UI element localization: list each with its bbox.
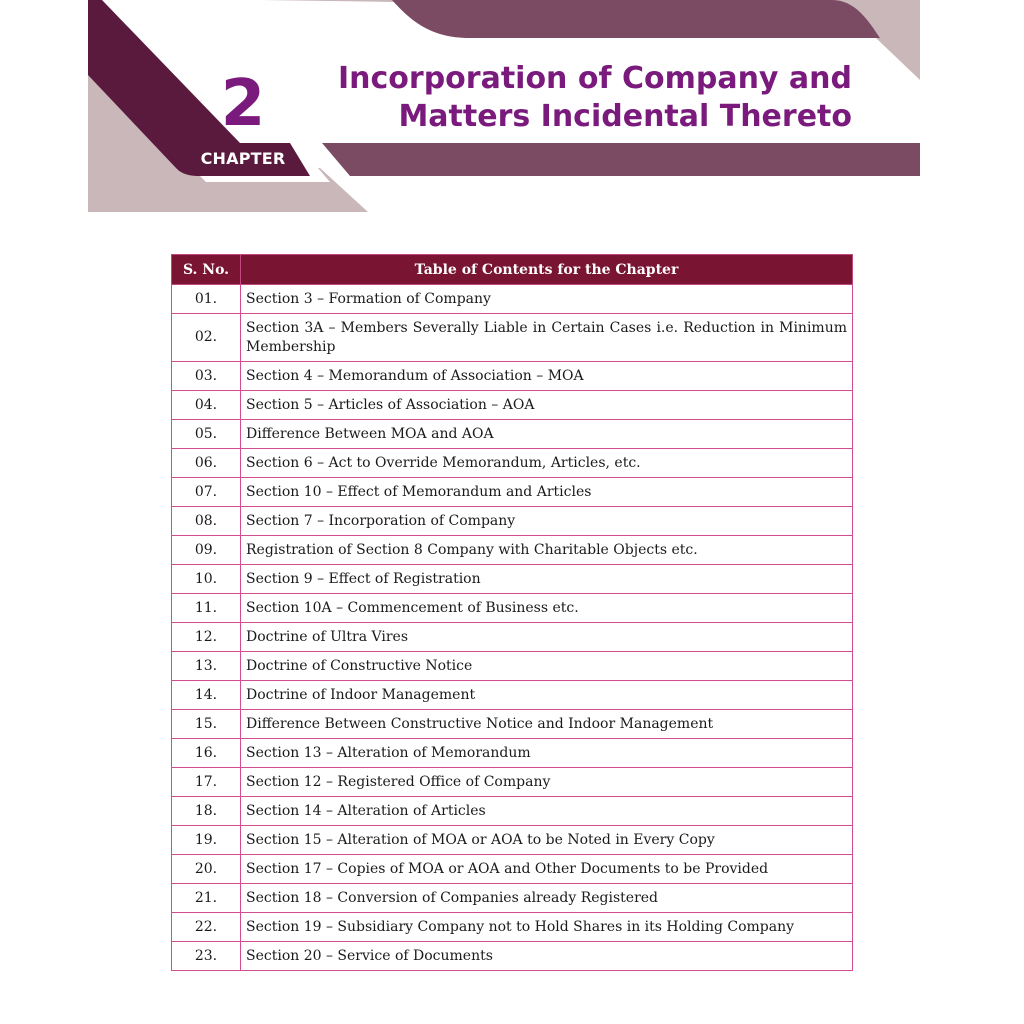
table-row bbox=[172, 536, 853, 565]
row-title: Section 18 – Conversion of Companies already Registered bbox=[241, 884, 853, 913]
table-row bbox=[172, 420, 853, 449]
table-row bbox=[172, 768, 853, 797]
table-row bbox=[172, 565, 853, 594]
row-title: Doctrine of Constructive Notice bbox=[241, 652, 853, 681]
table-row bbox=[172, 623, 853, 652]
header-bottom-band bbox=[322, 143, 920, 176]
header-top-band bbox=[392, 0, 880, 38]
row-sno: 21. bbox=[172, 884, 241, 913]
table-row bbox=[172, 594, 853, 623]
table-row bbox=[172, 942, 853, 971]
table-row bbox=[172, 797, 853, 826]
table-row bbox=[172, 913, 853, 942]
row-title: Section 9 – Effect of Registration bbox=[241, 565, 853, 594]
row-sno: 19. bbox=[172, 826, 241, 855]
row-title: Doctrine of Indoor Management bbox=[241, 681, 853, 710]
table-row bbox=[172, 681, 853, 710]
row-title: Section 19 – Subsidiary Company not to Hold Shares in its Holding Company bbox=[241, 913, 853, 942]
row-title: Doctrine of Ultra Vires bbox=[241, 623, 853, 652]
row-title: Section 4 – Memorandum of Association – MOA bbox=[241, 362, 853, 391]
row-title: Section 14 – Alteration of Articles bbox=[241, 797, 853, 826]
chapter-title bbox=[338, 60, 852, 136]
row-sno: 17. bbox=[172, 768, 241, 797]
row-title: Section 6 – Act to Override Memorandum, Articles, etc. bbox=[241, 449, 853, 478]
row-sno: 10. bbox=[172, 565, 241, 594]
table-row bbox=[172, 507, 853, 536]
row-title: Registration of Section 8 Company with Charitable Objects etc. bbox=[241, 536, 853, 565]
row-sno: 09. bbox=[172, 536, 241, 565]
row-title: Section 15 – Alteration of MOA or AOA to be Noted in Every Copy bbox=[241, 826, 853, 855]
table-row bbox=[172, 652, 853, 681]
row-sno: 14. bbox=[172, 681, 241, 710]
row-title: Section 20 – Service of Documents bbox=[241, 942, 853, 971]
toc-header-row bbox=[172, 255, 853, 285]
row-sno: 03. bbox=[172, 362, 241, 391]
table-row bbox=[172, 710, 853, 739]
row-sno: 06. bbox=[172, 449, 241, 478]
table-row bbox=[172, 478, 853, 507]
chapter-title-line-1: Incorporation of Company and bbox=[337, 61, 852, 96]
table-row bbox=[172, 739, 853, 768]
toc-header-sno: S. No. bbox=[172, 255, 241, 285]
row-sno: 16. bbox=[172, 739, 241, 768]
row-title: Section 13 – Alteration of Memorandum bbox=[241, 739, 853, 768]
row-sno: 08. bbox=[172, 507, 241, 536]
row-sno: 05. bbox=[172, 420, 241, 449]
table-of-contents bbox=[171, 254, 853, 971]
row-title: Section 12 – Registered Office of Company bbox=[241, 768, 853, 797]
chapter-title-line-2: Matters Incidental Thereto bbox=[398, 99, 852, 134]
table-row bbox=[172, 314, 853, 362]
chapter-number: 2 bbox=[220, 67, 266, 141]
row-title: Section 10 – Effect of Memorandum and Articles bbox=[241, 478, 853, 507]
table-row bbox=[172, 449, 853, 478]
row-sno: 02. bbox=[172, 314, 241, 362]
row-sno: 15. bbox=[172, 710, 241, 739]
table-row bbox=[172, 285, 853, 314]
chapter-label: CHAPTER bbox=[200, 149, 286, 168]
row-title: Section 17 – Copies of MOA or AOA and Other Documents to be Provided bbox=[241, 855, 853, 884]
row-sno: 22. bbox=[172, 913, 241, 942]
row-title: Section 5 – Articles of Association – AOA bbox=[241, 391, 853, 420]
row-title: Section 10A – Commencement of Business etc. bbox=[241, 594, 853, 623]
table-row bbox=[172, 826, 853, 855]
table-row bbox=[172, 855, 853, 884]
table-row bbox=[172, 884, 853, 913]
row-title: Difference Between Constructive Notice and Indoor Management bbox=[241, 710, 853, 739]
row-sno: 07. bbox=[172, 478, 241, 507]
row-sno: 01. bbox=[172, 285, 241, 314]
row-title: Difference Between MOA and AOA bbox=[241, 420, 853, 449]
table-row bbox=[172, 362, 853, 391]
row-sno: 13. bbox=[172, 652, 241, 681]
row-sno: 12. bbox=[172, 623, 241, 652]
toc-header-title: Table of Contents for the Chapter bbox=[241, 255, 853, 285]
row-sno: 20. bbox=[172, 855, 241, 884]
row-title: Section 7 – Incorporation of Company bbox=[241, 507, 853, 536]
row-sno: 18. bbox=[172, 797, 241, 826]
row-title: Section 3A – Members Severally Liable in Certain Cases i.e. Reduction in Minimum Membership bbox=[241, 314, 853, 362]
row-sno: 11. bbox=[172, 594, 241, 623]
row-title: Section 3 – Formation of Company bbox=[241, 285, 853, 314]
row-sno: 23. bbox=[172, 942, 241, 971]
row-sno: 04. bbox=[172, 391, 241, 420]
table-row bbox=[172, 391, 853, 420]
